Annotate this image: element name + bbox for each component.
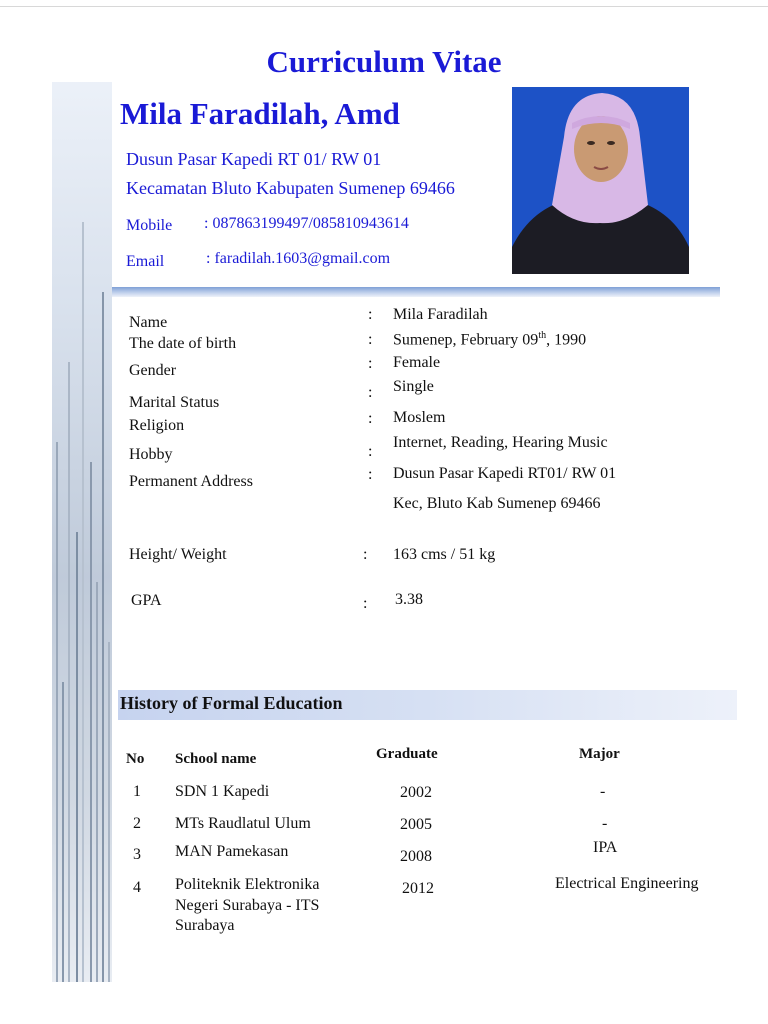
decorative-stripes <box>52 82 112 982</box>
col-header-school: School name <box>175 751 257 767</box>
profile-photo <box>512 87 689 274</box>
colon: : <box>368 331 373 348</box>
row-no: 2 <box>133 815 141 832</box>
document-title: Curriculum Vitae <box>266 44 502 79</box>
education-section-title: History of Formal Education <box>120 693 343 713</box>
candidate-name: Mila Faradilah, Amd <box>120 96 400 131</box>
mobile-label: Mobile <box>126 217 173 234</box>
colon: : <box>363 546 368 563</box>
colon: : <box>368 355 373 372</box>
row-school-line-3: Surabaya <box>175 917 235 934</box>
colon: : <box>368 443 373 460</box>
colon: : <box>368 306 373 323</box>
row-graduate: 2012 <box>402 880 434 897</box>
name-value: Mila Faradilah <box>393 306 488 323</box>
email-value: : faradilah.1603@gmail.com <box>206 250 391 267</box>
dob-value: Sumenep, February 09th, 1990 <box>393 330 587 349</box>
row-no: 1 <box>133 783 141 800</box>
hobby-label: Hobby <box>129 446 173 463</box>
row-major: IPA <box>593 839 618 856</box>
row-no: 4 <box>133 879 141 896</box>
row-graduate: 2005 <box>400 816 432 833</box>
colon: : <box>368 384 373 401</box>
marital-label: Marital Status <box>129 394 220 411</box>
marital-value: Single <box>393 378 434 395</box>
dob-label: The date of birth <box>129 335 237 352</box>
col-header-graduate: Graduate <box>376 746 438 762</box>
address-line-2: Kecamatan Bluto Kabupaten Sumenep 69466 <box>126 178 455 198</box>
row-major: Electrical Engineering <box>555 875 699 892</box>
religion-value: Moslem <box>393 409 446 426</box>
gender-label: Gender <box>129 362 177 379</box>
row-no: 3 <box>133 846 141 863</box>
row-major: - <box>602 815 608 832</box>
row-school: SDN 1 Kapedi <box>175 783 270 800</box>
row-graduate: 2008 <box>400 848 432 865</box>
gpa-label: GPA <box>131 592 162 609</box>
hobby-value: Internet, Reading, Hearing Music <box>393 434 608 451</box>
row-school-line-2: Negeri Surabaya - ITS <box>175 897 320 914</box>
top-border <box>0 6 768 7</box>
email-label: Email <box>126 253 165 270</box>
height-weight-label: Height/ Weight <box>129 546 227 563</box>
address-line-1: Dusun Pasar Kapedi RT 01/ RW 01 <box>126 149 382 169</box>
col-header-no: No <box>126 751 145 767</box>
permanent-address-label: Permanent Address <box>129 473 253 490</box>
col-header-major: Major <box>579 746 620 762</box>
row-school-line-1: Politeknik Elektronika <box>175 876 320 893</box>
colon: : <box>368 466 373 483</box>
gender-value: Female <box>393 354 441 371</box>
name-label: Name <box>129 314 168 331</box>
permanent-address-line-1: Dusun Pasar Kapedi RT01/ RW 01 <box>393 465 617 482</box>
row-school: MTs Raudlatul Ulum <box>175 815 311 832</box>
permanent-address-line-2: Kec, Bluto Kab Sumenep 69466 <box>393 495 601 512</box>
religion-label: Religion <box>129 417 185 434</box>
colon: : <box>363 595 368 612</box>
header-divider <box>112 287 720 297</box>
row-graduate: 2002 <box>400 784 432 801</box>
row-school: MAN Pamekasan <box>175 843 289 860</box>
mobile-value: : 087863199497/085810943614 <box>204 215 409 232</box>
height-weight-value: 163 cms / 51 kg <box>393 546 496 563</box>
colon: : <box>368 410 373 427</box>
row-major: - <box>600 783 606 800</box>
gpa-value: 3.38 <box>395 591 423 608</box>
